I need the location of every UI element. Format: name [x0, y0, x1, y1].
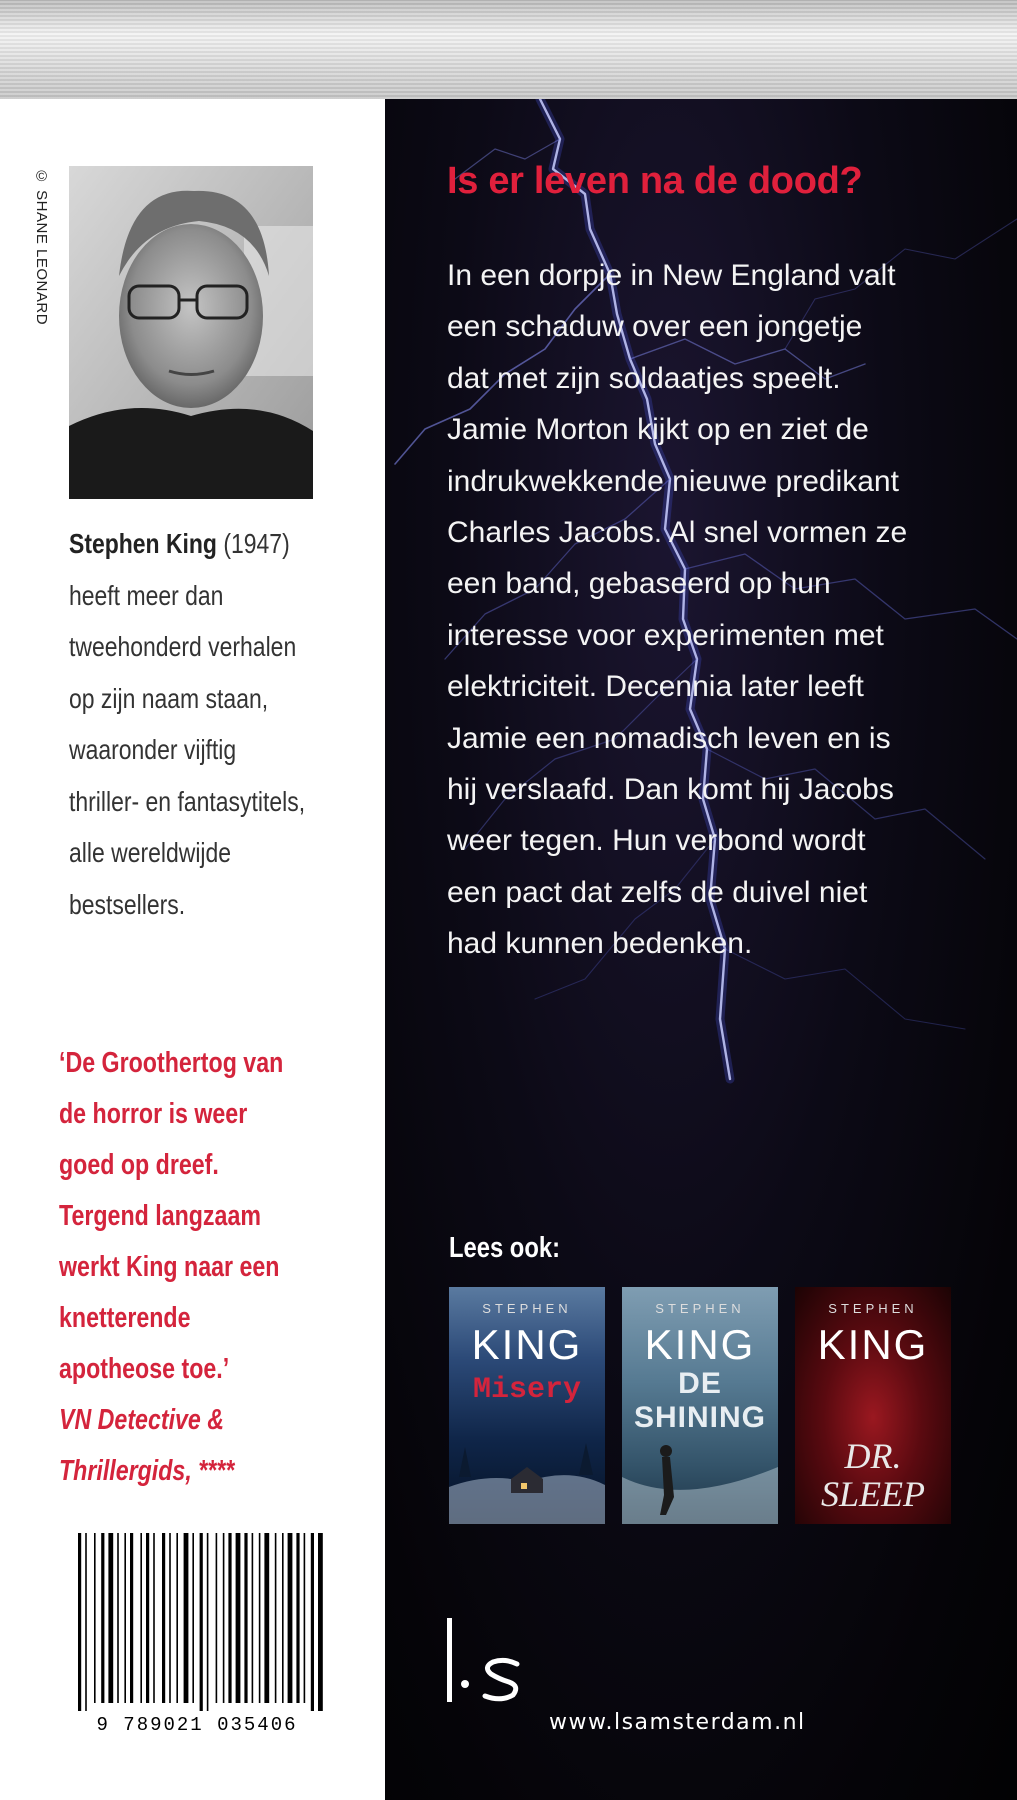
barcode-bar — [108, 1533, 113, 1703]
quote-source: Thrillergids, **** — [59, 1455, 235, 1487]
bio-line: heeft meer dan — [69, 579, 224, 611]
bio-line: waaronder vijftig — [69, 734, 237, 765]
blurb-line: Jamie een nomadisch leven en is — [447, 721, 891, 755]
blurb-line: interesse voor experimenten met — [447, 618, 884, 652]
author-name: Stephen King — [69, 528, 217, 559]
barcode-bar — [78, 1533, 81, 1711]
author-year: (1947) — [223, 528, 290, 559]
book-title-line: DE — [678, 1367, 722, 1400]
quote-line: goed op dreef. — [59, 1149, 219, 1181]
quote-line: de horror is weer — [59, 1098, 248, 1130]
barcode-bar — [244, 1533, 247, 1703]
barcode-bar — [252, 1533, 254, 1703]
blurb-line: een schaduw over een jongetje — [447, 310, 863, 344]
snow-house-icon — [449, 1417, 605, 1524]
bio-line: thriller- en fantasytitels, — [69, 785, 306, 817]
top-silver-band — [0, 0, 1017, 99]
blurb-line: een band, gebaseerd op hun — [447, 567, 831, 601]
quote-source: VN Detective & — [59, 1404, 225, 1436]
book-title: Misery — [472, 1373, 582, 1407]
barcode-bar — [207, 1533, 209, 1711]
barcode-bar — [162, 1533, 165, 1703]
blurb-line: weer tegen. Hun verbond wordt — [447, 824, 866, 858]
quote-line: werkt King naar een — [59, 1251, 280, 1283]
barcode-bar — [192, 1533, 194, 1703]
blurb-line: Jamie Morton kijkt op en ziet de — [447, 413, 869, 447]
barcode-digits: 9 789021 035406 — [96, 1714, 298, 1733]
blurb-line: dat met zijn soldaatjes speelt. — [447, 361, 841, 395]
blurb-line: hij verslaafd. Dan komt hij Jacobs — [447, 773, 894, 807]
blurb-line: een pact dat zelfs de duivel niet — [447, 875, 868, 909]
barcode-bar — [130, 1533, 133, 1703]
figure-icon — [622, 1437, 778, 1524]
book-cover-doctor-sleep[interactable] — [795, 1287, 951, 1524]
author-bio — [69, 518, 372, 930]
book-title-line: DR. — [844, 1436, 902, 1476]
review-quote — [59, 1038, 363, 1497]
barcode-bar — [275, 1533, 277, 1703]
book-author-big: KING — [644, 1321, 756, 1368]
book-cover-misery[interactable] — [449, 1287, 605, 1524]
quote-line: knetterende — [59, 1302, 191, 1334]
book-author-small: STEPHEN — [482, 1301, 572, 1316]
book-author-small: STEPHEN — [828, 1301, 918, 1316]
barcode-bar — [169, 1533, 171, 1703]
publisher-website-link[interactable]: www.lsamsterdam.nl — [549, 1710, 806, 1735]
book-author-big: KING — [817, 1321, 929, 1368]
barcode-bar — [304, 1533, 306, 1703]
lees-ook-label: Lees ook: — [449, 1232, 561, 1264]
book-author-small: STEPHEN — [655, 1301, 745, 1316]
barcode-bar — [140, 1533, 142, 1703]
barcode-bar — [216, 1533, 218, 1703]
publisher-logo-icon — [447, 1618, 532, 1702]
blurb-line: Charles Jacobs. Al snel vormen ze — [447, 516, 908, 550]
barcode-bar — [101, 1533, 104, 1703]
barcode-bar — [124, 1533, 126, 1703]
book-title-line: SHINING — [633, 1401, 766, 1434]
blurb-line: In een dorpje in New England valt — [447, 259, 896, 292]
barcode-bar — [228, 1533, 231, 1703]
blurb — [447, 250, 967, 970]
bio-line: tweehonderd verhalen — [69, 631, 297, 662]
isbn-barcode — [60, 1533, 335, 1733]
barcode-bar — [311, 1533, 314, 1711]
barcode-bar — [288, 1533, 293, 1703]
book-author-big: KING — [471, 1321, 583, 1368]
barcode-bar — [282, 1533, 284, 1703]
barcode-bar — [223, 1533, 225, 1703]
blurb-line: elektriciteit. Decennia later leeft — [447, 670, 864, 704]
quote-line: Tergend langzaam — [59, 1200, 261, 1232]
barcode-bar — [264, 1533, 269, 1703]
book-title — [795, 1437, 951, 1513]
barcode-bar — [146, 1533, 149, 1703]
photo-credit: © SHANE LEONARD — [33, 168, 50, 326]
barcode-bar — [200, 1533, 203, 1711]
barcode-bar — [318, 1533, 323, 1711]
quote-line: ‘De Groothertog van — [59, 1047, 284, 1079]
barcode-bar — [117, 1533, 119, 1703]
blurb-line: had kunnen bedenken. — [447, 927, 753, 961]
barcode-bar — [259, 1533, 261, 1703]
quote-line: apotheose toe.’ — [59, 1353, 230, 1385]
book-cover-the-shining[interactable] — [622, 1287, 778, 1524]
barcode-bar — [94, 1533, 96, 1703]
bio-line: op zijn naam staan, — [69, 682, 269, 714]
barcode-bar — [236, 1533, 241, 1703]
bio-line: bestsellers. — [69, 888, 186, 920]
barcode-bar — [85, 1533, 87, 1711]
headline: Is er leven na de dood? — [447, 160, 863, 202]
author-portrait — [69, 166, 313, 499]
barcode-bar — [184, 1533, 189, 1703]
barcode-bar — [296, 1533, 299, 1703]
barcode-bar — [153, 1533, 155, 1703]
book-title-line: SLEEP — [821, 1474, 925, 1514]
bio-line: alle wereldwijde — [69, 837, 232, 868]
blurb-line: indrukwekkende nieuwe predikant — [447, 464, 899, 498]
barcode-bar — [176, 1533, 178, 1703]
book-title — [622, 1367, 778, 1435]
